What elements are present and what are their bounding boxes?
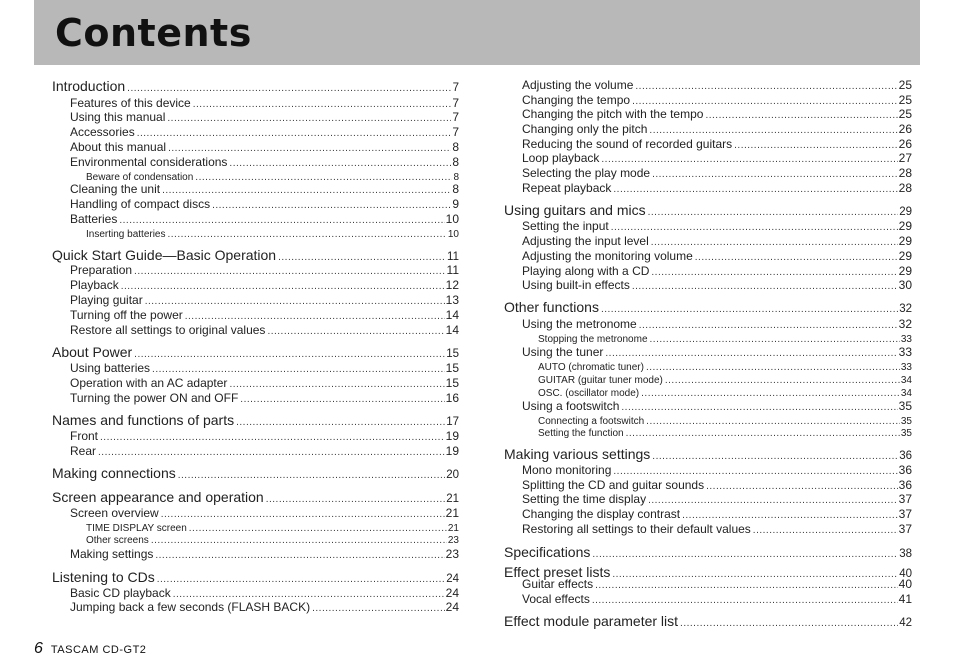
toc-entry-title: Changing the tempo bbox=[522, 93, 631, 107]
toc-entry[interactable] bbox=[504, 334, 912, 345]
toc-entry-title: Playing along with a CD bbox=[522, 264, 650, 278]
toc-entry[interactable] bbox=[504, 122, 912, 136]
dot-leader bbox=[650, 334, 900, 345]
toc-entry[interactable] bbox=[52, 361, 459, 375]
toc-entry-page: 42 bbox=[899, 617, 912, 629]
toc-entry-page: 32 bbox=[898, 317, 912, 331]
toc-entry[interactable] bbox=[52, 376, 459, 390]
toc-entry[interactable] bbox=[52, 125, 459, 139]
toc-entry-title: Making connections bbox=[52, 465, 176, 481]
dot-leader bbox=[155, 550, 444, 561]
toc-entry[interactable] bbox=[52, 344, 459, 360]
toc-entry[interactable] bbox=[52, 182, 459, 196]
dot-leader bbox=[652, 451, 898, 462]
toc-entry-title: Adjusting the monitoring volume bbox=[522, 249, 693, 263]
toc-entry-page: 11 bbox=[446, 263, 459, 277]
dot-leader bbox=[706, 481, 898, 492]
toc-entry-title: Basic CD playback bbox=[70, 586, 171, 600]
toc-entry[interactable] bbox=[52, 586, 459, 600]
dot-leader bbox=[680, 618, 898, 629]
toc-entry[interactable] bbox=[504, 388, 912, 399]
toc-entry[interactable] bbox=[504, 249, 912, 263]
page-number: 6 bbox=[34, 640, 43, 657]
toc-entry-title: Handling of compact discs bbox=[70, 197, 211, 211]
dot-leader bbox=[151, 535, 447, 546]
toc-entry[interactable] bbox=[52, 247, 459, 263]
toc-entry-page: 30 bbox=[898, 278, 912, 292]
toc-entry[interactable] bbox=[504, 299, 912, 315]
toc-entry[interactable] bbox=[52, 465, 459, 481]
toc-entry-page: 34 bbox=[900, 375, 912, 386]
toc-entry-page: 7 bbox=[452, 82, 459, 94]
toc-entry-page: 10 bbox=[445, 212, 459, 226]
toc-entry-page: 38 bbox=[899, 548, 912, 560]
toc-entry-page: 8 bbox=[453, 172, 459, 183]
toc-entry[interactable] bbox=[52, 547, 459, 561]
toc-entry-title: Using guitars and mics bbox=[504, 202, 646, 218]
toc-entry-page: 36 bbox=[898, 463, 912, 477]
toc-entry-title: Rear bbox=[70, 444, 97, 458]
toc-entry-page: 29 bbox=[898, 249, 912, 263]
toc-entry-title: Turning off the power bbox=[70, 308, 183, 322]
toc-entry-page: 28 bbox=[898, 166, 912, 180]
dot-leader bbox=[193, 99, 452, 110]
dot-leader bbox=[167, 113, 451, 124]
toc-entry-title: Environmental considerations bbox=[70, 155, 228, 169]
toc-entry-title: Mono monitoring bbox=[522, 463, 612, 477]
toc-entry-title: Using built-in effects bbox=[522, 278, 630, 292]
toc-entry[interactable] bbox=[52, 535, 459, 546]
toc-entry-title: Repeat playback bbox=[522, 181, 612, 195]
dot-leader bbox=[119, 215, 444, 226]
dot-leader bbox=[185, 311, 445, 322]
dot-leader bbox=[134, 266, 445, 277]
toc-entry-page: 21 bbox=[446, 493, 459, 505]
dot-leader bbox=[639, 320, 898, 331]
toc-entry-page: 20 bbox=[446, 469, 459, 481]
dot-leader bbox=[695, 252, 898, 263]
toc-entry[interactable] bbox=[504, 107, 912, 121]
dot-leader bbox=[646, 416, 900, 427]
toc-entry-title: Adjusting the volume bbox=[522, 78, 634, 92]
toc-entry[interactable] bbox=[504, 137, 912, 151]
toc-entry-page: 19 bbox=[445, 429, 459, 443]
dot-leader bbox=[611, 222, 898, 233]
toc-entry-title: Turning the power ON and OFF bbox=[70, 391, 239, 405]
toc-entry[interactable] bbox=[52, 197, 459, 211]
toc-entry[interactable] bbox=[52, 110, 459, 124]
toc-entry-title: Playback bbox=[70, 278, 119, 292]
page-title: Contents bbox=[55, 11, 252, 55]
toc-entry[interactable] bbox=[52, 96, 459, 110]
dot-leader bbox=[229, 379, 444, 390]
toc-entry-page: 29 bbox=[898, 234, 912, 248]
toc-entry-page: 37 bbox=[898, 522, 912, 536]
dot-leader bbox=[152, 364, 445, 375]
toc-entry-page: 16 bbox=[445, 391, 459, 405]
toc-entry-page: 8 bbox=[452, 182, 459, 196]
toc-entry[interactable] bbox=[52, 429, 459, 443]
dot-leader bbox=[127, 83, 451, 94]
toc-entry-page: 34 bbox=[900, 388, 912, 399]
toc-entry-page: 21 bbox=[447, 523, 459, 534]
toc-entry-page: 33 bbox=[898, 345, 912, 359]
toc-entry-page: 36 bbox=[898, 478, 912, 492]
toc-entry[interactable] bbox=[504, 219, 912, 233]
dot-leader bbox=[595, 580, 897, 591]
toc-entry-title: Guitar effects bbox=[522, 577, 594, 591]
dot-leader bbox=[734, 140, 898, 151]
dot-leader bbox=[121, 281, 445, 292]
toc-entry-title: Loop playback bbox=[522, 151, 600, 165]
toc-entry[interactable] bbox=[52, 78, 459, 94]
toc-entry-title: Playing guitar bbox=[70, 293, 143, 307]
toc-entry[interactable] bbox=[52, 155, 459, 169]
toc-entry-title: Setting the input bbox=[522, 219, 609, 233]
toc-entry-title: TIME DISPLAY screen bbox=[86, 523, 187, 534]
toc-entry-page: 7 bbox=[452, 125, 459, 139]
dot-leader bbox=[605, 348, 897, 359]
toc-entry-page: 35 bbox=[898, 399, 912, 413]
toc-entry-title: Vocal effects bbox=[522, 592, 590, 606]
toc-entry-page: 29 bbox=[898, 264, 912, 278]
toc-entry-page: 12 bbox=[445, 278, 459, 292]
toc-entry-page: 33 bbox=[900, 334, 912, 345]
toc-entry-title: Beware of condensation bbox=[86, 172, 194, 183]
toc-entry-page: 19 bbox=[445, 444, 459, 458]
toc-entry-page: 32 bbox=[899, 303, 912, 315]
toc-entry[interactable] bbox=[52, 140, 459, 154]
toc-entry[interactable] bbox=[52, 444, 459, 458]
toc-entry-page: 17 bbox=[446, 416, 459, 428]
toc-entry-title: Specifications bbox=[504, 544, 591, 560]
toc-entry[interactable] bbox=[52, 263, 459, 277]
toc-entry-title: Accessories bbox=[70, 125, 135, 139]
toc-entry[interactable] bbox=[52, 523, 459, 534]
toc-entry-title: Listening to CDs bbox=[52, 569, 155, 585]
toc-entry-title: Making various settings bbox=[504, 446, 651, 462]
toc-entry-page: 15 bbox=[445, 376, 459, 390]
dot-leader bbox=[168, 229, 447, 240]
dot-leader bbox=[665, 375, 900, 386]
toc-entry-page: 29 bbox=[899, 206, 912, 218]
dot-leader bbox=[145, 296, 445, 307]
toc-entry-page: 26 bbox=[898, 122, 912, 136]
toc-entry[interactable] bbox=[504, 416, 912, 427]
dot-leader bbox=[137, 128, 452, 139]
toc-entry[interactable] bbox=[504, 577, 912, 591]
dot-leader bbox=[632, 96, 898, 107]
toc-entry-title: Changing only the pitch bbox=[522, 122, 648, 136]
toc-entry-page: 33 bbox=[900, 362, 912, 373]
toc-entry-page: 25 bbox=[898, 107, 912, 121]
toc-entry-page: 15 bbox=[445, 361, 459, 375]
dot-leader bbox=[649, 125, 897, 136]
toc-entry[interactable] bbox=[504, 166, 912, 180]
toc-entry-title: About this manual bbox=[70, 140, 167, 154]
dot-leader bbox=[648, 495, 898, 506]
toc-entry-title: Screen overview bbox=[70, 506, 159, 520]
toc-entry-page: 27 bbox=[898, 151, 912, 165]
toc-entry-page: 11 bbox=[447, 251, 459, 263]
toc-entry-page: 35 bbox=[900, 428, 912, 439]
dot-leader bbox=[682, 510, 898, 521]
toc-entry-page: 14 bbox=[445, 308, 459, 322]
dot-leader bbox=[705, 110, 897, 121]
toc-entry-page: 23 bbox=[445, 547, 459, 561]
toc-entry[interactable] bbox=[504, 492, 912, 506]
dot-leader bbox=[229, 158, 451, 169]
toc-entry-title: Other functions bbox=[504, 299, 599, 315]
toc-entry-page: 23 bbox=[447, 535, 459, 546]
toc-entry[interactable] bbox=[504, 544, 912, 560]
toc-entry[interactable] bbox=[52, 293, 459, 307]
toc-entry[interactable] bbox=[52, 600, 459, 614]
toc-entry[interactable] bbox=[504, 151, 912, 165]
dot-leader bbox=[601, 154, 897, 165]
toc-entry-page: 29 bbox=[898, 219, 912, 233]
toc-entry-page: 41 bbox=[898, 592, 912, 606]
toc-entry-title: Setting the function bbox=[538, 428, 624, 439]
toc-entry[interactable] bbox=[504, 234, 912, 248]
toc-entry-title: Operation with an AC adapter bbox=[70, 376, 228, 390]
dot-leader bbox=[100, 432, 445, 443]
dot-leader bbox=[266, 494, 445, 505]
toc-entry-title: Cleaning the unit bbox=[70, 182, 161, 196]
toc-entry-page: 24 bbox=[446, 573, 459, 585]
dot-leader bbox=[212, 200, 451, 211]
toc-entry-title: Front bbox=[70, 429, 99, 443]
toc-entry-title: OSC. (oscillator mode) bbox=[538, 388, 640, 399]
dot-leader bbox=[236, 417, 445, 428]
dot-leader bbox=[173, 589, 445, 600]
toc-entry-page: 25 bbox=[898, 93, 912, 107]
toc-entry-page: 10 bbox=[447, 229, 459, 240]
toc-entry-page: 13 bbox=[445, 293, 459, 307]
toc-entry[interactable] bbox=[52, 391, 459, 405]
toc-entry-title: Changing the pitch with the tempo bbox=[522, 107, 704, 121]
toc-entry-title: Using this manual bbox=[70, 110, 166, 124]
toc-entry-title: Using batteries bbox=[70, 361, 151, 375]
toc-entry[interactable] bbox=[504, 399, 912, 413]
dot-leader bbox=[648, 207, 899, 218]
page-footer bbox=[34, 640, 146, 658]
toc-entry-title: Effect preset lists bbox=[504, 564, 611, 580]
dot-leader bbox=[613, 184, 897, 195]
toc-entry-title: Using the metronome bbox=[522, 317, 637, 331]
toc-entry[interactable] bbox=[504, 181, 912, 195]
toc-entry[interactable] bbox=[52, 506, 459, 520]
title-bar bbox=[34, 0, 920, 65]
toc-entry[interactable] bbox=[504, 345, 912, 359]
toc-entry[interactable] bbox=[504, 93, 912, 107]
dot-leader bbox=[267, 326, 444, 337]
dot-leader bbox=[278, 252, 446, 263]
dot-leader bbox=[613, 466, 897, 477]
toc-entry[interactable] bbox=[504, 428, 912, 439]
toc-entry-page: 36 bbox=[899, 450, 912, 462]
toc-entry-title: Setting the time display bbox=[522, 492, 647, 506]
toc-entry-title: Inserting batteries bbox=[86, 229, 166, 240]
toc-entry-title: Reducing the sound of recorded guitars bbox=[522, 137, 733, 151]
toc-entry-title: GUITAR (guitar tuner mode) bbox=[538, 375, 663, 386]
toc-entry-page: 7 bbox=[452, 110, 459, 124]
toc-entry-title: Selecting the play mode bbox=[522, 166, 651, 180]
dot-leader bbox=[157, 574, 445, 585]
toc-entry-title: Other screens bbox=[86, 535, 149, 546]
toc-entry[interactable] bbox=[504, 278, 912, 292]
dot-leader bbox=[134, 349, 445, 360]
toc-entry[interactable] bbox=[504, 478, 912, 492]
toc-entry-title: Making settings bbox=[70, 547, 154, 561]
toc-entry[interactable] bbox=[52, 412, 459, 428]
toc-entry[interactable] bbox=[504, 507, 912, 521]
toc-entry-title: Using the tuner bbox=[522, 345, 604, 359]
toc-entry-title: Adjusting the input level bbox=[522, 234, 649, 248]
toc-entry[interactable] bbox=[52, 323, 459, 337]
dot-leader bbox=[753, 525, 898, 536]
toc-entry-title: Introduction bbox=[52, 78, 126, 94]
dot-leader bbox=[162, 185, 451, 196]
toc-entry-page: 26 bbox=[898, 137, 912, 151]
dot-leader bbox=[621, 402, 897, 413]
toc-entry-page: 15 bbox=[446, 348, 459, 360]
toc-entry-title: Jumping back a few seconds (FLASH BACK) bbox=[70, 600, 311, 614]
toc-entry-title: Features of this device bbox=[70, 96, 191, 110]
toc-entry-title: About Power bbox=[52, 344, 133, 360]
dot-leader bbox=[626, 428, 900, 439]
toc-entry-page: 40 bbox=[899, 568, 912, 580]
toc-entry-title: Restore all settings to original values bbox=[70, 323, 266, 337]
toc-entry[interactable] bbox=[504, 362, 912, 373]
toc-entry-title: Stopping the metronome bbox=[538, 334, 648, 345]
toc-entry-page: 37 bbox=[898, 507, 912, 521]
toc-entry-title: Connecting a footswitch bbox=[538, 416, 645, 427]
dot-leader bbox=[641, 388, 900, 399]
toc-entry[interactable] bbox=[504, 613, 912, 629]
toc-entry[interactable] bbox=[52, 212, 459, 226]
dot-leader bbox=[592, 549, 898, 560]
dot-leader bbox=[240, 394, 444, 405]
dot-leader bbox=[178, 470, 445, 481]
toc-entry-page: 40 bbox=[898, 577, 912, 591]
toc-entry-page: 8 bbox=[452, 155, 459, 169]
dot-leader bbox=[98, 447, 445, 458]
dot-leader bbox=[646, 362, 900, 373]
toc-entry-title: Names and functions of parts bbox=[52, 412, 235, 428]
toc-entry-page: 21 bbox=[445, 506, 459, 520]
toc-entry-title: AUTO (chromatic tuner) bbox=[538, 362, 644, 373]
toc-entry[interactable] bbox=[52, 569, 459, 585]
dot-leader bbox=[601, 304, 898, 315]
toc-entry-page: 35 bbox=[900, 416, 912, 427]
dot-leader bbox=[652, 169, 898, 180]
dot-leader bbox=[651, 267, 897, 278]
toc-entry-page: 8 bbox=[452, 140, 459, 154]
toc-entry-page: 28 bbox=[898, 181, 912, 195]
toc-entry[interactable] bbox=[504, 375, 912, 386]
toc-entry[interactable] bbox=[504, 522, 912, 536]
dot-leader bbox=[635, 81, 897, 92]
toc-entry-title: Using a footswitch bbox=[522, 399, 620, 413]
dot-leader bbox=[312, 603, 445, 614]
toc-entry-title: Quick Start Guide—Basic Operation bbox=[52, 247, 277, 263]
toc-entry-page: 9 bbox=[452, 197, 459, 211]
toc-entry-title: Splitting the CD and guitar sounds bbox=[522, 478, 705, 492]
toc-entry[interactable] bbox=[52, 489, 459, 505]
toc-entry[interactable] bbox=[504, 264, 912, 278]
toc-entry[interactable] bbox=[504, 463, 912, 477]
toc-entry[interactable] bbox=[504, 317, 912, 331]
toc-entry-page: 14 bbox=[445, 323, 459, 337]
dot-leader bbox=[189, 523, 447, 534]
toc-entry-title: Screen appearance and operation bbox=[52, 489, 264, 505]
toc-entry[interactable] bbox=[504, 446, 912, 462]
toc-entry-page: 24 bbox=[445, 600, 459, 614]
toc-entry-title: Preparation bbox=[70, 263, 133, 277]
toc-entry[interactable] bbox=[52, 308, 459, 322]
dot-leader bbox=[168, 143, 451, 154]
dot-leader bbox=[592, 595, 898, 606]
toc-entry-title: Batteries bbox=[70, 212, 118, 226]
toc-entry-page: 7 bbox=[452, 96, 459, 110]
dot-leader bbox=[632, 281, 898, 292]
toc-entry[interactable] bbox=[52, 278, 459, 292]
brand-label: TASCAM CD-GT2 bbox=[50, 644, 147, 656]
dot-leader bbox=[161, 509, 445, 520]
toc-entry[interactable] bbox=[52, 229, 459, 240]
toc-entry[interactable] bbox=[504, 202, 912, 218]
toc-entry-page: 25 bbox=[898, 78, 912, 92]
dot-leader bbox=[651, 237, 898, 248]
toc-entry-title: Effect module parameter list bbox=[504, 613, 679, 629]
toc-entry-title: Restoring all settings to their default values bbox=[522, 522, 751, 536]
toc-entry-page: 37 bbox=[898, 492, 912, 506]
toc-entry[interactable] bbox=[504, 78, 912, 92]
toc-entry-title: Changing the display contrast bbox=[522, 507, 681, 521]
toc-entry-page: 24 bbox=[445, 586, 459, 600]
toc-entry[interactable] bbox=[504, 592, 912, 606]
